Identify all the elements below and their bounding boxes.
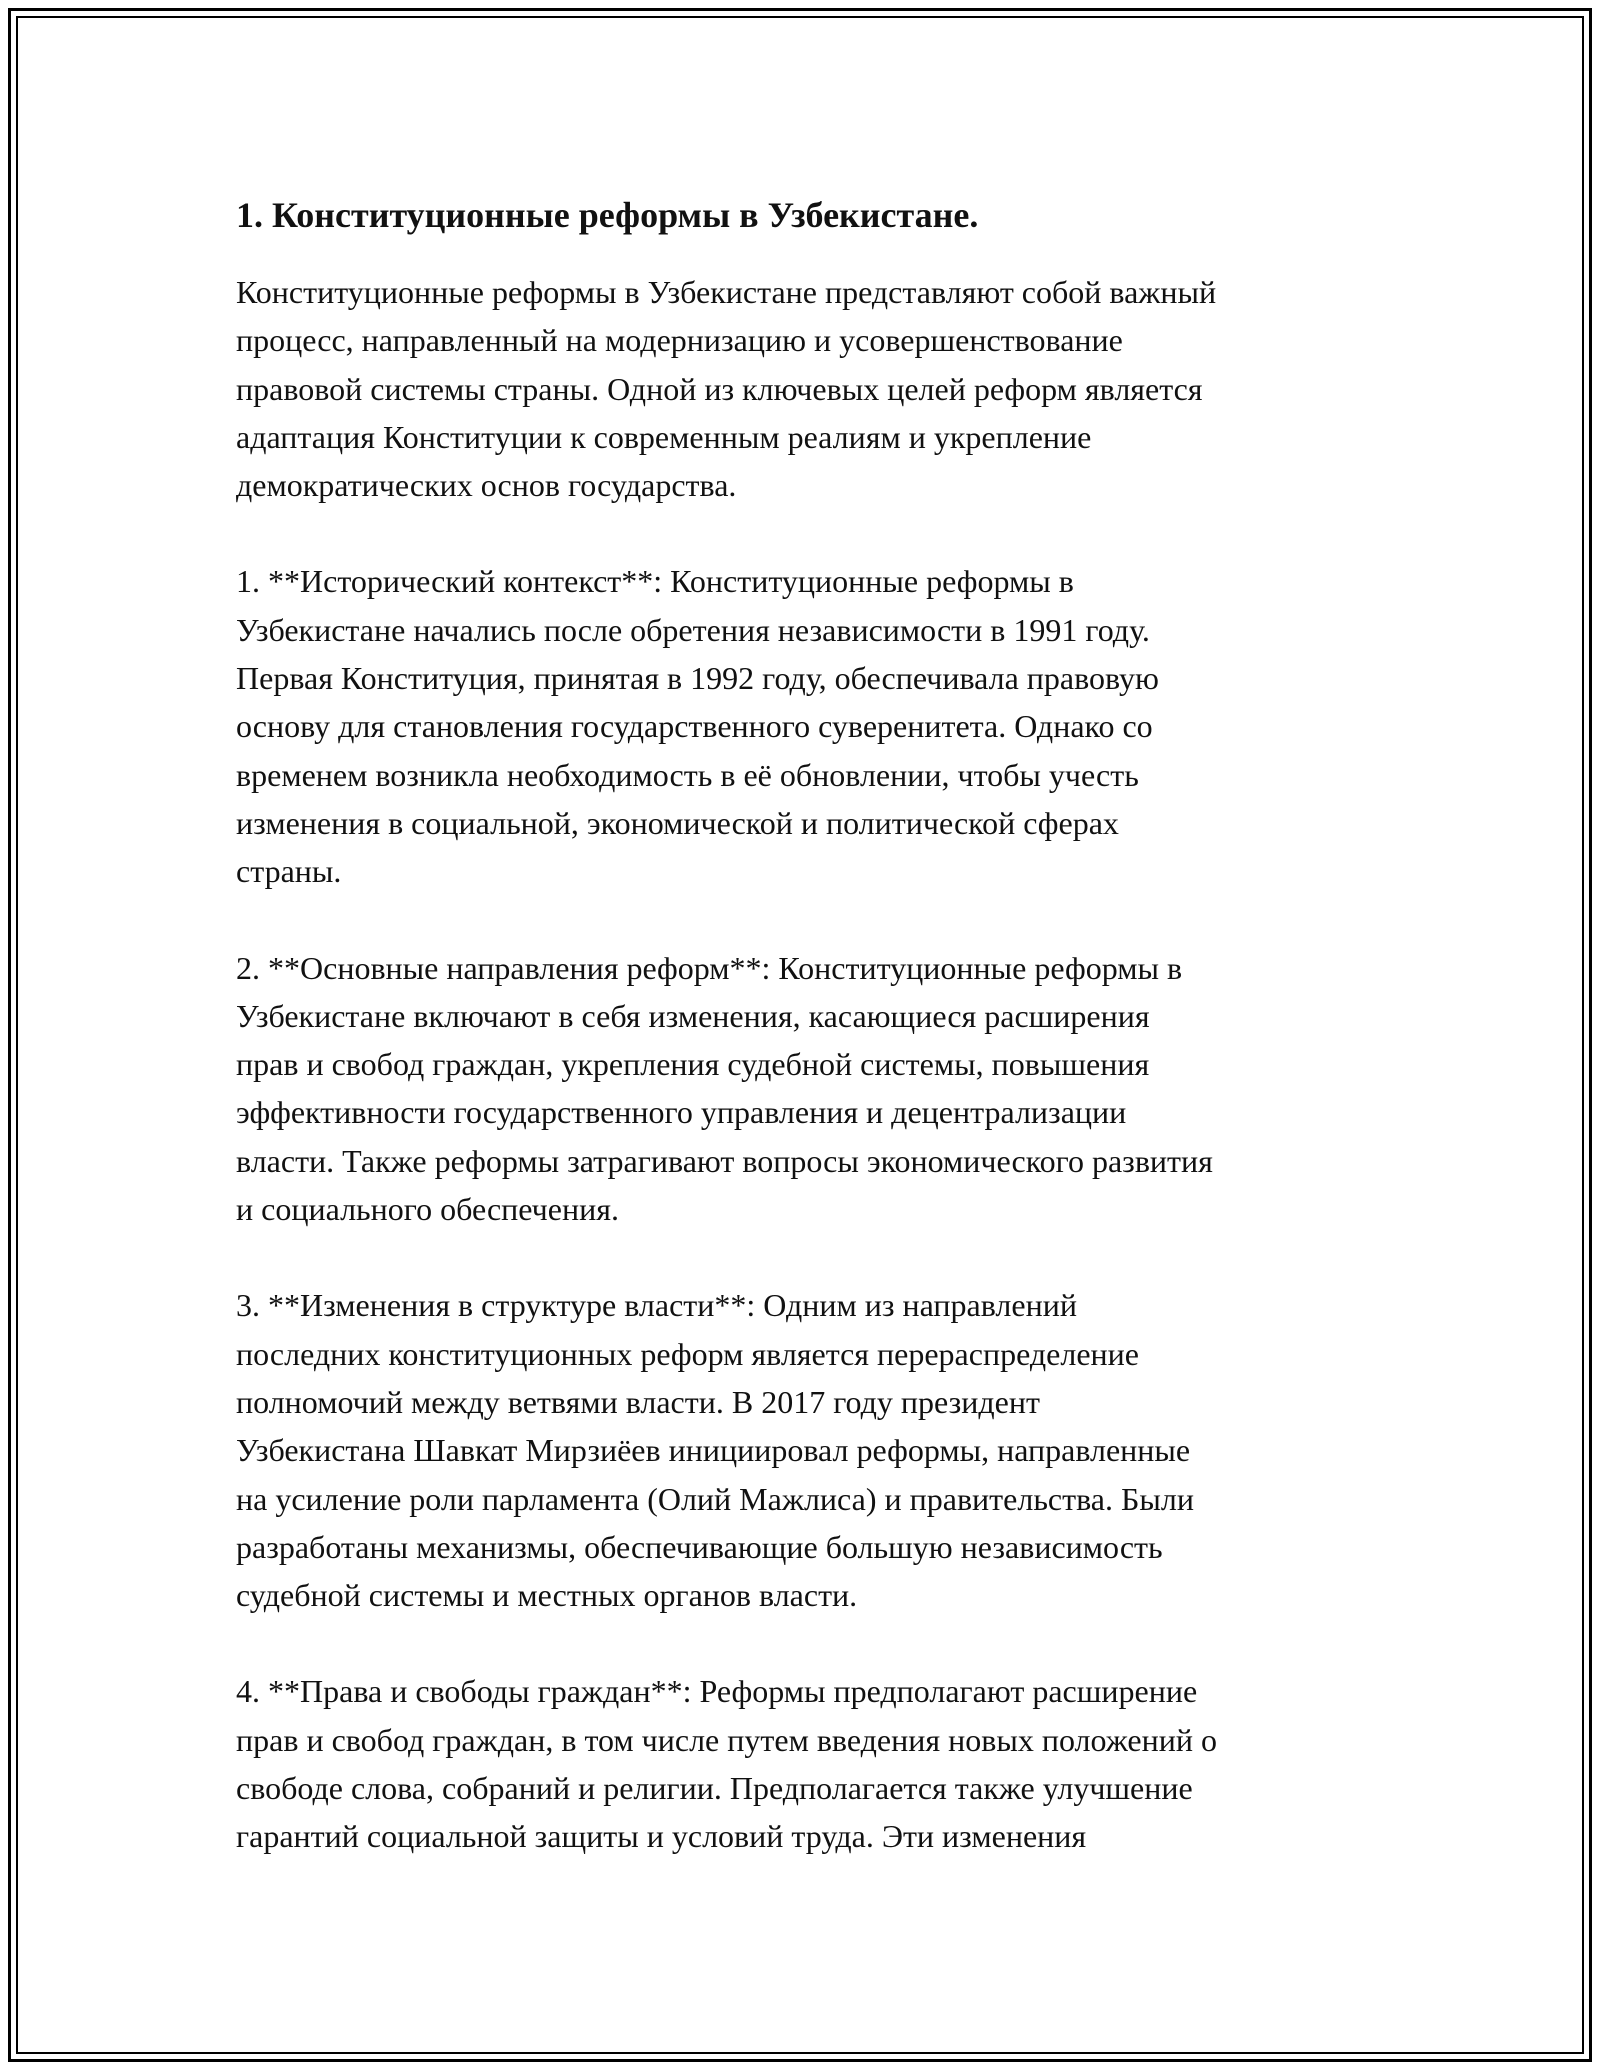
- text-line: Конституционные реформы в Узбекистане представляют собой важный: [236, 274, 1217, 310]
- text-line: Узбекистане начались после обретения независимости в 1991 году.: [236, 611, 1150, 648]
- text-line: власти. Также реформы затрагивают вопросы экономического развития: [236, 1142, 1213, 1179]
- text-line: прав и свобод граждан, в том числе путем введения новых положений о: [236, 1721, 1217, 1758]
- text-line: изменения в социальной, экономической и политической сферах: [236, 804, 1119, 841]
- text-line: прав и свобод граждан, укрепления судебной системы, повышения: [236, 1046, 1150, 1083]
- text-line: 1. **Исторический контекст**: Конституционные реформы в: [236, 563, 1074, 600]
- text-line: адаптация Конституции к современным реалиям и укрепление: [236, 418, 1092, 455]
- text-line: судебной системы и местных органов власти.: [236, 1577, 858, 1614]
- text-line: свободе слова, собраний и религии. Предполагается также улучшение: [236, 1770, 1193, 1807]
- text-line: 3. **Изменения в структуре власти**: Одним из направлений: [236, 1287, 1077, 1324]
- text-line: демократических основ государства.: [236, 467, 737, 504]
- text-line: разработаны механизмы, обеспечивающие большую независимость: [236, 1528, 1163, 1565]
- text-line: 4. **Права и свободы граждан**: Реформы предполагают расширение: [236, 1673, 1198, 1710]
- text-line: правовой системы страны. Одной из ключевых целей реформ является: [236, 370, 1203, 407]
- text-line: процесс, направленный на модернизацию и усовершенствование: [236, 322, 1123, 359]
- text-line: и социального обеспечения.: [236, 1191, 619, 1228]
- text-line: Узбекистана Шавкат Мирзиёев инициировал реформы, направленные: [236, 1432, 1191, 1469]
- text-line: гарантий социальной защиты и условий труда. Эти изменения: [236, 1818, 1087, 1855]
- text-line: эффективности государственного управления и децентрализации: [236, 1094, 1127, 1131]
- text-line: 2. **Основные направления реформ**: Конституционные реформы в: [236, 949, 1183, 986]
- text-line: временем возникла необходимость в её обновлении, чтобы учесть: [236, 756, 1139, 793]
- text-line: страны.: [236, 853, 342, 890]
- paragraph-intro: [236, 268, 1386, 509]
- text-line: основу для становления государственного суверенитета. Однако со: [236, 708, 1153, 745]
- paragraph-citizen-rights: [236, 1667, 1386, 1860]
- document-page: [236, 183, 1386, 1909]
- text-line: Первая Конституция, принятая в 1992 году, обеспечивала правовую: [236, 660, 1159, 697]
- text-line: на усиление роли парламента (Олий Мажлиса) и правительства. Были: [236, 1480, 1194, 1517]
- document-title: 1. Конституционные реформы в Узбекистане.: [236, 195, 979, 235]
- text-line: Узбекистане включают в себя изменения, касающиеся расширения: [236, 997, 1150, 1034]
- text-line: полномочий между ветвями власти. В 2017 году президент: [236, 1383, 1040, 1420]
- paragraph-main-directions: [236, 944, 1386, 1234]
- paragraph-power-structure: [236, 1281, 1386, 1619]
- text-line: последних конституционных реформ является перераспределение: [236, 1335, 1139, 1372]
- paragraph-historical-context: [236, 557, 1386, 895]
